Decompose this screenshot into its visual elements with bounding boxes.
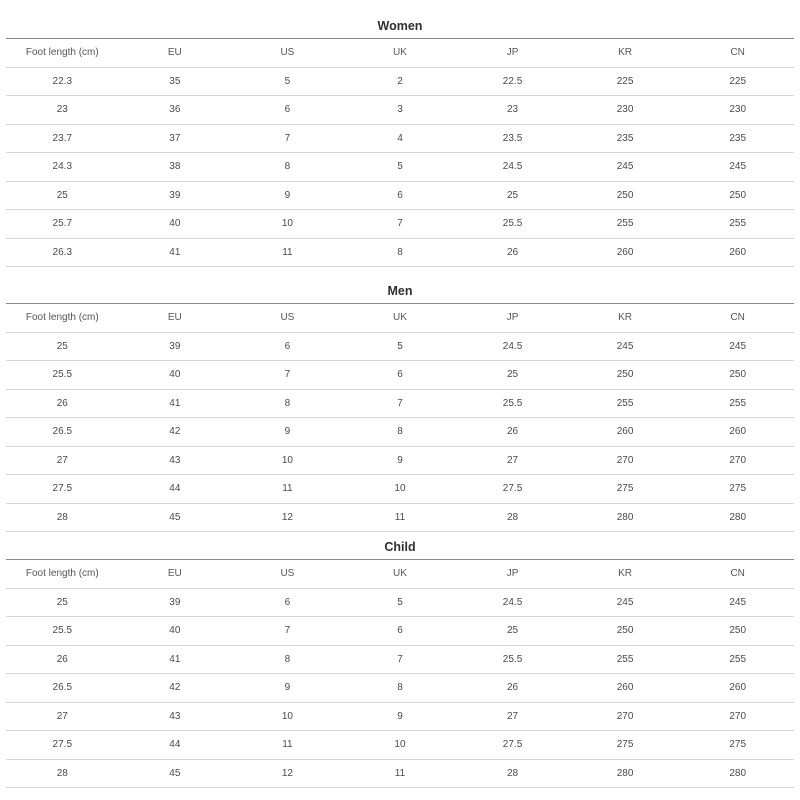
table-cell: 10	[231, 702, 344, 731]
table-row	[6, 389, 794, 418]
table-cell: 35	[119, 67, 232, 96]
column-header: US	[231, 39, 344, 67]
table-cell: 10	[231, 210, 344, 239]
table-cell: 27	[456, 446, 569, 475]
table-cell: 235	[569, 124, 682, 153]
table-cell: 250	[569, 181, 682, 210]
table-row	[6, 446, 794, 475]
table-cell: 26.3	[6, 238, 119, 267]
size-table	[6, 304, 794, 532]
table-cell: 5	[344, 588, 457, 617]
table-header-row	[6, 560, 794, 588]
table-cell: 24.5	[456, 588, 569, 617]
column-header: EU	[119, 39, 232, 67]
column-header: CN	[681, 560, 794, 588]
table-cell: 40	[119, 210, 232, 239]
table-cell: 28	[6, 503, 119, 532]
table-cell: 270	[569, 446, 682, 475]
table-cell: 260	[569, 418, 682, 447]
table-cell: 6	[344, 361, 457, 390]
column-header: Foot length (cm)	[6, 560, 119, 588]
table-cell: 41	[119, 389, 232, 418]
table-cell: 11	[344, 503, 457, 532]
table-row	[6, 645, 794, 674]
column-header: JP	[456, 39, 569, 67]
table-cell: 6	[231, 332, 344, 361]
table-cell: 25	[6, 588, 119, 617]
column-header: UK	[344, 39, 457, 67]
table-cell: 25	[6, 181, 119, 210]
table-cell: 41	[119, 645, 232, 674]
table-cell: 25	[456, 181, 569, 210]
table-cell: 260	[681, 238, 794, 267]
table-row	[6, 96, 794, 125]
table-cell: 26	[456, 238, 569, 267]
column-header: KR	[569, 39, 682, 67]
table-row	[6, 238, 794, 267]
table-cell: 11	[231, 731, 344, 760]
table-cell: 7	[231, 124, 344, 153]
table-cell: 28	[456, 503, 569, 532]
table-cell: 27.5	[456, 475, 569, 504]
table-cell: 8	[344, 238, 457, 267]
table-row	[6, 124, 794, 153]
table-row	[6, 67, 794, 96]
table-cell: 38	[119, 153, 232, 182]
table-cell: 280	[569, 759, 682, 788]
table-cell: 280	[681, 759, 794, 788]
column-header: EU	[119, 560, 232, 588]
table-cell: 9	[231, 418, 344, 447]
table-cell: 275	[681, 731, 794, 760]
table-header-row	[6, 39, 794, 67]
table-cell: 28	[456, 759, 569, 788]
men-size-section	[6, 279, 794, 532]
table-cell: 6	[344, 617, 457, 646]
table-cell: 27.5	[6, 731, 119, 760]
table-cell: 6	[231, 588, 344, 617]
table-cell: 44	[119, 731, 232, 760]
table-cell: 25.5	[456, 645, 569, 674]
table-cell: 41	[119, 238, 232, 267]
table-cell: 275	[569, 475, 682, 504]
table-cell: 39	[119, 332, 232, 361]
table-row	[6, 731, 794, 760]
table-cell: 8	[231, 153, 344, 182]
column-header: Foot length (cm)	[6, 39, 119, 67]
table-cell: 9	[344, 702, 457, 731]
table-cell: 8	[231, 389, 344, 418]
table-cell: 24.3	[6, 153, 119, 182]
size-table	[6, 39, 794, 267]
table-cell: 235	[681, 124, 794, 153]
table-cell: 26	[6, 645, 119, 674]
table-row	[6, 181, 794, 210]
table-row	[6, 361, 794, 390]
table-cell: 26.5	[6, 418, 119, 447]
table-cell: 250	[681, 617, 794, 646]
section-title: Child	[6, 535, 794, 560]
column-header: JP	[456, 560, 569, 588]
table-cell: 9	[344, 446, 457, 475]
table-cell: 260	[569, 674, 682, 703]
table-cell: 260	[681, 418, 794, 447]
table-cell: 26	[456, 674, 569, 703]
table-cell: 245	[569, 153, 682, 182]
table-row	[6, 418, 794, 447]
table-cell: 11	[231, 475, 344, 504]
child-size-section	[6, 535, 794, 788]
table-cell: 4	[344, 124, 457, 153]
table-cell: 7	[344, 389, 457, 418]
table-cell: 25	[456, 617, 569, 646]
column-header: CN	[681, 39, 794, 67]
table-cell: 10	[231, 446, 344, 475]
section-title: Women	[6, 14, 794, 39]
table-cell: 270	[569, 702, 682, 731]
table-row	[6, 210, 794, 239]
table-cell: 255	[569, 389, 682, 418]
column-header: Foot length (cm)	[6, 304, 119, 332]
table-cell: 9	[231, 674, 344, 703]
table-cell: 255	[569, 210, 682, 239]
column-header: CN	[681, 304, 794, 332]
table-cell: 225	[681, 67, 794, 96]
table-row	[6, 332, 794, 361]
table-cell: 42	[119, 674, 232, 703]
table-cell: 255	[681, 210, 794, 239]
table-cell: 8	[344, 418, 457, 447]
table-cell: 40	[119, 617, 232, 646]
table-cell: 23	[456, 96, 569, 125]
column-header: UK	[344, 560, 457, 588]
table-cell: 5	[344, 153, 457, 182]
table-cell: 26	[6, 389, 119, 418]
table-cell: 25.7	[6, 210, 119, 239]
table-cell: 12	[231, 503, 344, 532]
table-header-row	[6, 304, 794, 332]
table-cell: 245	[569, 588, 682, 617]
table-cell: 275	[681, 475, 794, 504]
column-header: US	[231, 560, 344, 588]
table-cell: 7	[231, 617, 344, 646]
table-cell: 280	[569, 503, 682, 532]
table-cell: 230	[681, 96, 794, 125]
table-cell: 23.7	[6, 124, 119, 153]
table-row	[6, 702, 794, 731]
table-cell: 24.5	[456, 332, 569, 361]
table-cell: 23.5	[456, 124, 569, 153]
table-cell: 10	[344, 731, 457, 760]
section-title: Men	[6, 279, 794, 304]
table-cell: 6	[231, 96, 344, 125]
women-size-section	[6, 14, 794, 267]
table-cell: 25	[456, 361, 569, 390]
table-cell: 27.5	[6, 475, 119, 504]
table-cell: 8	[231, 645, 344, 674]
table-cell: 225	[569, 67, 682, 96]
table-cell: 27.5	[456, 731, 569, 760]
table-cell: 28	[6, 759, 119, 788]
table-cell: 255	[681, 389, 794, 418]
table-cell: 8	[344, 674, 457, 703]
column-header: US	[231, 304, 344, 332]
table-cell: 25.5	[456, 389, 569, 418]
table-cell: 36	[119, 96, 232, 125]
table-cell: 9	[231, 181, 344, 210]
table-cell: 7	[231, 361, 344, 390]
table-cell: 245	[569, 332, 682, 361]
table-cell: 26.5	[6, 674, 119, 703]
table-cell: 5	[344, 332, 457, 361]
table-cell: 270	[681, 702, 794, 731]
table-cell: 37	[119, 124, 232, 153]
table-cell: 7	[344, 645, 457, 674]
column-header: KR	[569, 304, 682, 332]
table-cell: 230	[569, 96, 682, 125]
table-row	[6, 674, 794, 703]
table-cell: 275	[569, 731, 682, 760]
table-cell: 45	[119, 503, 232, 532]
table-cell: 22.5	[456, 67, 569, 96]
table-cell: 26	[456, 418, 569, 447]
table-cell: 25.5	[6, 617, 119, 646]
table-cell: 42	[119, 418, 232, 447]
table-cell: 260	[681, 674, 794, 703]
table-cell: 25	[6, 332, 119, 361]
table-cell: 2	[344, 67, 457, 96]
table-cell: 25.5	[6, 361, 119, 390]
table-row	[6, 503, 794, 532]
table-cell: 11	[344, 759, 457, 788]
table-cell: 40	[119, 361, 232, 390]
table-cell: 27	[6, 702, 119, 731]
table-row	[6, 475, 794, 504]
table-cell: 250	[681, 181, 794, 210]
table-row	[6, 588, 794, 617]
table-cell: 245	[681, 153, 794, 182]
table-cell: 39	[119, 181, 232, 210]
size-table	[6, 560, 794, 788]
table-cell: 245	[681, 588, 794, 617]
table-cell: 250	[569, 361, 682, 390]
table-cell: 7	[344, 210, 457, 239]
table-row	[6, 759, 794, 788]
table-cell: 23	[6, 96, 119, 125]
table-cell: 3	[344, 96, 457, 125]
table-cell: 27	[456, 702, 569, 731]
table-row	[6, 153, 794, 182]
column-header: UK	[344, 304, 457, 332]
table-cell: 22.3	[6, 67, 119, 96]
table-cell: 260	[569, 238, 682, 267]
table-cell: 27	[6, 446, 119, 475]
table-cell: 6	[344, 181, 457, 210]
table-cell: 43	[119, 702, 232, 731]
table-cell: 5	[231, 67, 344, 96]
table-cell: 250	[569, 617, 682, 646]
table-cell: 12	[231, 759, 344, 788]
table-cell: 43	[119, 446, 232, 475]
table-cell: 39	[119, 588, 232, 617]
table-cell: 11	[231, 238, 344, 267]
column-header: EU	[119, 304, 232, 332]
table-cell: 25.5	[456, 210, 569, 239]
column-header: JP	[456, 304, 569, 332]
column-header: KR	[569, 560, 682, 588]
table-cell: 10	[344, 475, 457, 504]
table-cell: 245	[681, 332, 794, 361]
table-cell: 255	[569, 645, 682, 674]
table-cell: 270	[681, 446, 794, 475]
table-row	[6, 617, 794, 646]
table-cell: 44	[119, 475, 232, 504]
table-cell: 24.5	[456, 153, 569, 182]
table-cell: 280	[681, 503, 794, 532]
table-cell: 250	[681, 361, 794, 390]
table-cell: 255	[681, 645, 794, 674]
table-cell: 45	[119, 759, 232, 788]
